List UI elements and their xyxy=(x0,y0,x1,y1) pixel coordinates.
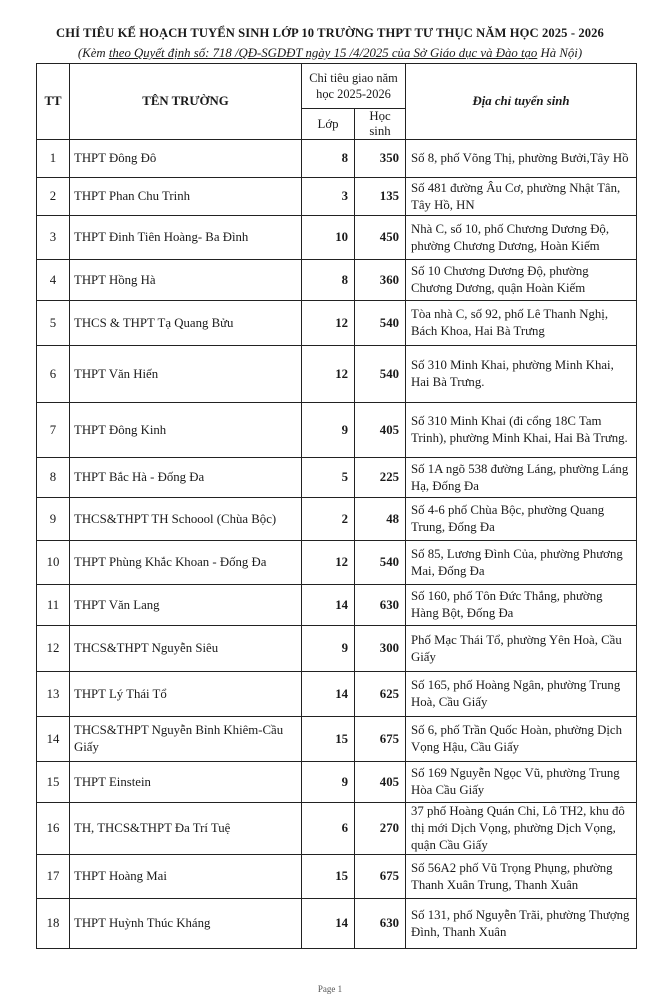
row-students: 450 xyxy=(355,216,406,260)
row-classes: 14 xyxy=(302,899,355,949)
row-classes: 12 xyxy=(302,346,355,403)
table-row xyxy=(37,301,637,346)
row-students: 225 xyxy=(355,458,406,498)
row-tt: 3 xyxy=(37,216,70,260)
row-school-name: THPT Văn Hiến xyxy=(70,346,302,403)
row-classes: 8 xyxy=(302,260,355,301)
row-tt: 2 xyxy=(37,178,70,216)
row-students: 135 xyxy=(355,178,406,216)
row-classes: 14 xyxy=(302,585,355,626)
row-school-name: THPT Bắc Hà - Đống Đa xyxy=(70,458,302,498)
row-students: 350 xyxy=(355,140,406,178)
table-row xyxy=(37,626,637,672)
row-classes: 9 xyxy=(302,403,355,458)
row-address: Số 131, phố Nguyễn Trãi, phường Thượng Đình, Thanh Xuân xyxy=(406,899,637,949)
row-students: 405 xyxy=(355,762,406,803)
subtitle-suffix: Hà Nội) xyxy=(537,46,583,60)
row-tt: 9 xyxy=(37,498,70,541)
table-body xyxy=(37,140,637,949)
row-students: 675 xyxy=(355,855,406,899)
row-students: 675 xyxy=(355,717,406,762)
row-address: Số 85, Lương Đình Của, phường Phương Mai, Đống Đa xyxy=(406,541,637,585)
row-classes: 15 xyxy=(302,855,355,899)
row-classes: 12 xyxy=(302,541,355,585)
row-tt: 7 xyxy=(37,403,70,458)
row-school-name: THPT Đông Đô xyxy=(70,140,302,178)
row-address: Số 169 Nguyễn Ngọc Vũ, phường Trung Hòa Cầu Giấy xyxy=(406,762,637,803)
header-school-name: TÊN TRƯỜNG xyxy=(70,64,302,140)
subtitle-decision-reference: theo Quyết định số: 718 /QĐ-SGDĐT ngày 15 /4/2025 của Sở Giáo dục và Đào tạo xyxy=(108,46,538,60)
row-school-name: THPT Huỳnh Thúc Kháng xyxy=(70,899,302,949)
row-school-name: THPT Hoàng Mai xyxy=(70,855,302,899)
row-tt: 18 xyxy=(37,899,70,949)
row-students: 540 xyxy=(355,541,406,585)
row-classes: 6 xyxy=(302,803,355,855)
row-address: 37 phố Hoàng Quán Chi, Lô TH2, khu đô thị mới Dịch Vọng, phường Dịch Vọng, quận Cầu Giấy xyxy=(406,803,637,855)
table-row xyxy=(37,498,637,541)
row-tt: 14 xyxy=(37,717,70,762)
header-classes: Lớp xyxy=(302,109,355,140)
row-school-name: THCS & THPT Tạ Quang Bửu xyxy=(70,301,302,346)
row-students: 630 xyxy=(355,585,406,626)
row-school-name: TH, THCS&THPT Đa Trí Tuệ xyxy=(70,803,302,855)
row-classes: 12 xyxy=(302,301,355,346)
row-tt: 11 xyxy=(37,585,70,626)
header-address: Địa chỉ tuyển sinh xyxy=(406,64,637,140)
row-students: 360 xyxy=(355,260,406,301)
row-address: Số 481 đường Âu Cơ, phường Nhật Tân, Tây Hồ, HN xyxy=(406,178,637,216)
table-row xyxy=(37,403,637,458)
row-classes: 14 xyxy=(302,672,355,717)
table-row xyxy=(37,717,637,762)
row-school-name: THPT Phan Chu Trinh xyxy=(70,178,302,216)
row-address: Số 165, phố Hoàng Ngân, phường Trung Hoà, Cầu Giấy xyxy=(406,672,637,717)
row-students: 540 xyxy=(355,346,406,403)
table-row xyxy=(37,855,637,899)
table-row xyxy=(37,140,637,178)
table-row xyxy=(37,762,637,803)
table-row xyxy=(37,672,637,717)
header-quota-group: Chỉ tiêu giao năm học 2025-2026 xyxy=(302,64,406,109)
row-address: Nhà C, số 10, phố Chương Dương Độ, phường Chương Dương, Hoàn Kiếm xyxy=(406,216,637,260)
row-tt: 12 xyxy=(37,626,70,672)
row-tt: 13 xyxy=(37,672,70,717)
row-school-name: THPT Đông Kinh xyxy=(70,403,302,458)
row-school-name: THPT Văn Lang xyxy=(70,585,302,626)
row-classes: 10 xyxy=(302,216,355,260)
page-number: Page 1 xyxy=(317,984,343,994)
table-row xyxy=(37,346,637,403)
row-classes: 9 xyxy=(302,762,355,803)
row-school-name: THCS&THPT Nguyễn Bỉnh Khiêm-Cầu Giấy xyxy=(70,717,302,762)
document-title: CHỈ TIÊU KẾ HOẠCH TUYỂN SINH LỚP 10 TRƯỜNG THPT TƯ THỤC NĂM HỌC 2025 - 2026 xyxy=(56,26,604,40)
row-school-name: THPT Phùng Khắc Khoan - Đống Đa xyxy=(70,541,302,585)
row-students: 405 xyxy=(355,403,406,458)
row-school-name: THPT Đinh Tiên Hoàng- Ba Đình xyxy=(70,216,302,260)
row-school-name: THPT Hồng Hà xyxy=(70,260,302,301)
row-address: Số 160, phố Tôn Đức Thắng, phường Hàng Bột, Đống Đa xyxy=(406,585,637,626)
row-address: Số 8, phố Võng Thị, phường Bưởi,Tây Hồ xyxy=(406,140,637,178)
row-students: 48 xyxy=(355,498,406,541)
row-tt: 15 xyxy=(37,762,70,803)
row-address: Số 56A2 phố Vũ Trọng Phụng, phường Thanh Xuân Trung, Thanh Xuân xyxy=(406,855,637,899)
row-tt: 1 xyxy=(37,140,70,178)
table-row xyxy=(37,899,637,949)
row-address: Số 1A ngõ 538 đường Láng, phường Láng Hạ, Đống Đa xyxy=(406,458,637,498)
row-students: 540 xyxy=(355,301,406,346)
row-students: 630 xyxy=(355,899,406,949)
row-school-name: THPT Lý Thái Tổ xyxy=(70,672,302,717)
row-tt: 16 xyxy=(37,803,70,855)
row-students: 300 xyxy=(355,626,406,672)
row-address: Số 310 Minh Khai (đi cổng 18C Tam Trinh), phường Minh Khai, Hai Bà Trưng. xyxy=(406,403,637,458)
row-classes: 15 xyxy=(302,717,355,762)
header-students: Học sinh xyxy=(355,109,406,140)
row-school-name: THCS&THPT TH Schoool (Chùa Bộc) xyxy=(70,498,302,541)
enrollment-quota-table xyxy=(36,63,637,949)
header-tt: TT xyxy=(37,64,70,140)
table-row xyxy=(37,216,637,260)
row-school-name: THCS&THPT Nguyễn Siêu xyxy=(70,626,302,672)
row-tt: 10 xyxy=(37,541,70,585)
row-address: Phố Mạc Thái Tổ, phường Yên Hoà, Cầu Giấy xyxy=(406,626,637,672)
row-classes: 3 xyxy=(302,178,355,216)
row-tt: 17 xyxy=(37,855,70,899)
row-classes: 8 xyxy=(302,140,355,178)
row-address: Số 10 Chương Dương Độ, phường Chương Dương, quận Hoàn Kiếm xyxy=(406,260,637,301)
table-row xyxy=(37,585,637,626)
table-row xyxy=(37,260,637,301)
row-address: Số 4-6 phố Chùa Bộc, phường Quang Trung, Đống Đa xyxy=(406,498,637,541)
document-subtitle xyxy=(0,46,660,61)
table-row xyxy=(37,803,637,855)
row-address: Số 310 Minh Khai, phường Minh Khai, Hai Bà Trưng. xyxy=(406,346,637,403)
table-row xyxy=(37,178,637,216)
row-address: Số 6, phố Trần Quốc Hoàn, phường Dịch Vọng Hậu, Cầu Giấy xyxy=(406,717,637,762)
row-tt: 8 xyxy=(37,458,70,498)
table-row xyxy=(37,541,637,585)
row-classes: 2 xyxy=(302,498,355,541)
row-students: 625 xyxy=(355,672,406,717)
table-row xyxy=(37,458,637,498)
subtitle-prefix: (Kèm xyxy=(77,46,109,60)
row-tt: 4 xyxy=(37,260,70,301)
row-classes: 5 xyxy=(302,458,355,498)
row-classes: 9 xyxy=(302,626,355,672)
row-school-name: THPT Einstein xyxy=(70,762,302,803)
row-tt: 6 xyxy=(37,346,70,403)
row-tt: 5 xyxy=(37,301,70,346)
row-address: Tòa nhà C, số 92, phố Lê Thanh Nghị, Bách Khoa, Hai Bà Trưng xyxy=(406,301,637,346)
row-students: 270 xyxy=(355,803,406,855)
